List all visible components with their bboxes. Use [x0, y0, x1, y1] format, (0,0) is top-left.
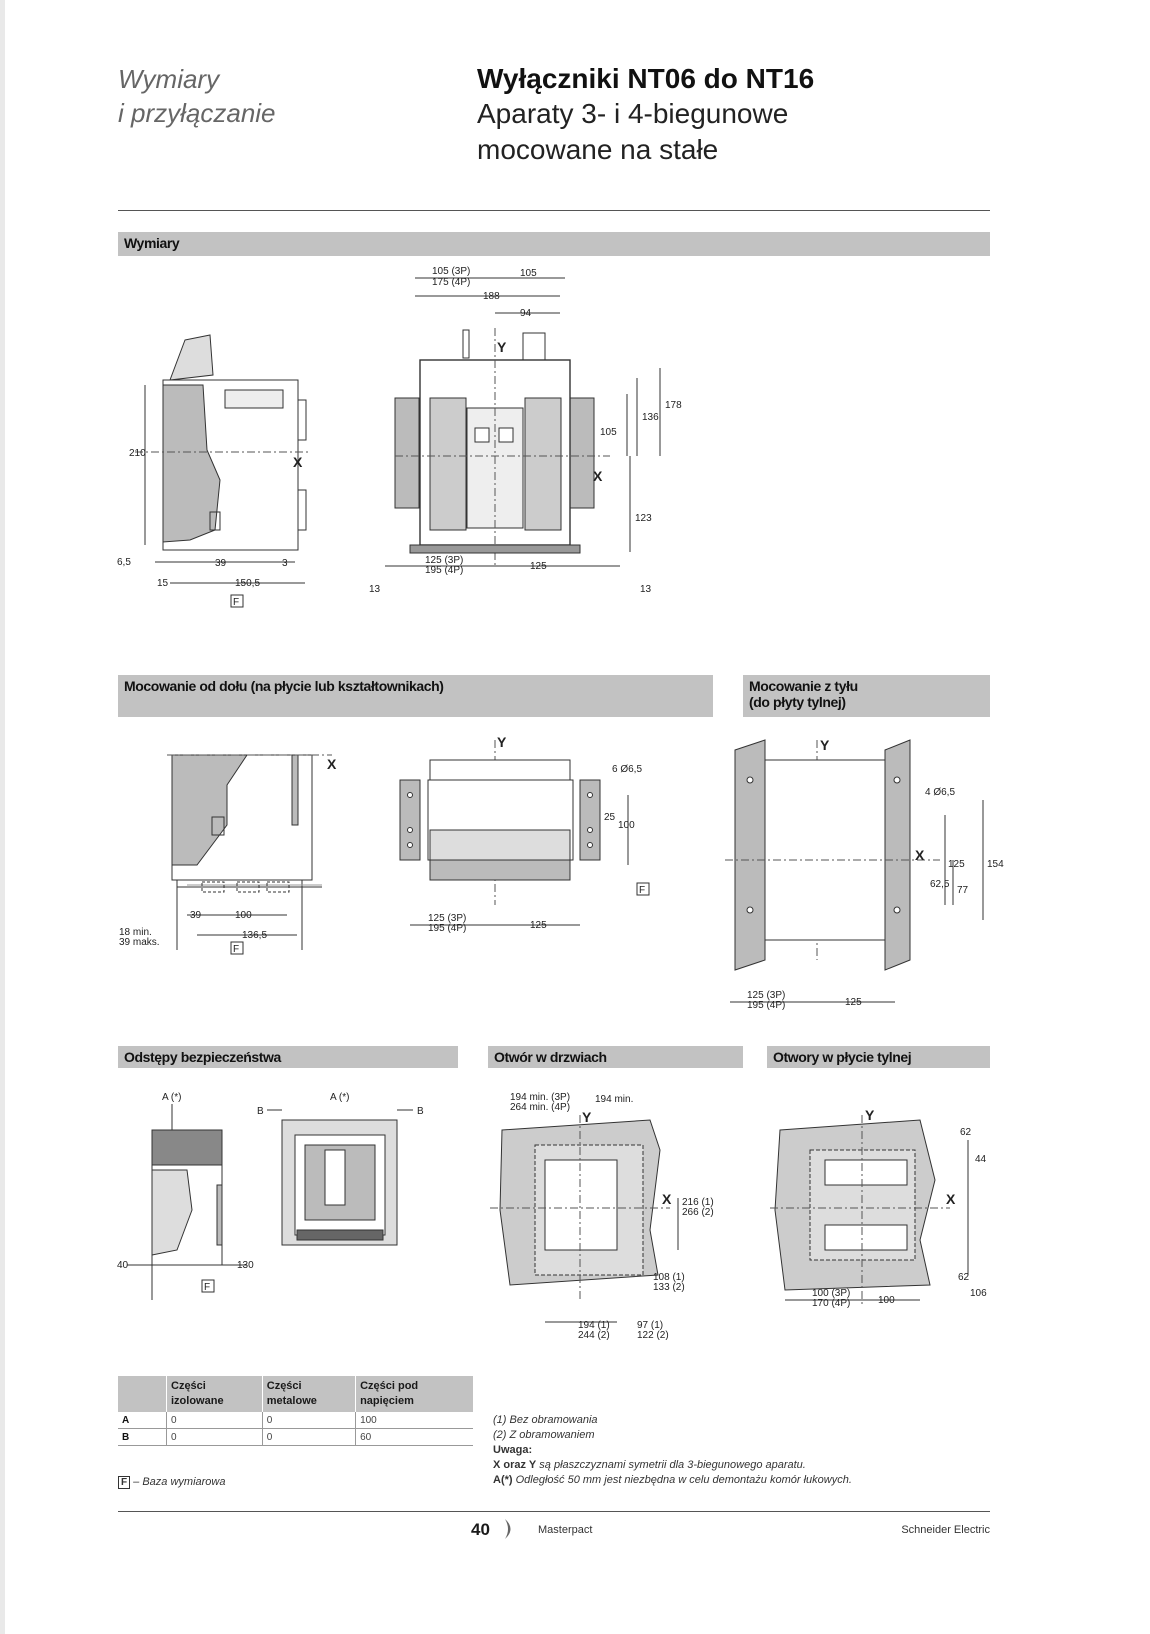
rear-dim-195-4p: 195 (4P)	[747, 1000, 786, 1011]
safety-b-right: B	[417, 1106, 424, 1117]
bottom-front-dim-125-3p: 125 (3P)	[428, 913, 467, 924]
rear-dim-154: 154	[987, 859, 1004, 870]
base-legend	[118, 1476, 226, 1489]
section-bar-safety-label: Odstępy bezpieczeństwa	[124, 1049, 281, 1065]
front-axis-y: Y	[497, 339, 507, 355]
safety-b-left: B	[257, 1106, 264, 1117]
clearance-table-header-metal: Części metalowe	[262, 1376, 355, 1412]
table-cell: 0	[262, 1412, 355, 1429]
clearance-table-header	[118, 1376, 473, 1412]
side-dim-150-5: 150,5	[235, 578, 261, 589]
rearholes-axis-x: X	[946, 1191, 956, 1207]
front-dim-123: 123	[635, 513, 652, 524]
front-dim-125: 125	[530, 561, 547, 572]
bottom-front-hole-label: 6 Ø6,5	[612, 764, 643, 775]
front-dim-136: 136	[642, 412, 659, 423]
rear-dim-125-b: 125	[845, 997, 862, 1008]
side-base-marker: F	[233, 597, 240, 608]
bottom-side-dim-18-min: 18 min.	[119, 927, 152, 938]
clearance-table-header-key	[118, 1376, 167, 1412]
front-dim-94: 94	[520, 308, 532, 319]
rear-mount-drawing	[725, 730, 1025, 1010]
rear-dim-77: 77	[957, 885, 969, 896]
side-dim-3: 3	[282, 558, 288, 569]
note-a-text: Odległość 50 mm jest niezbędna w celu demontażu komór łukowych.	[512, 1474, 852, 1486]
note-2: (2) Z obramowaniem	[493, 1429, 595, 1441]
section-bar-rear-holes-label: Otwory w płycie tylnej	[773, 1049, 912, 1065]
door-dim-244-2: 244 (2)	[578, 1330, 610, 1341]
page-subtitle-line2: mocowane na stałe	[477, 134, 719, 165]
side-dim-39: 39	[215, 558, 227, 569]
side-axis-x: X	[293, 454, 303, 470]
safety-a-left: A (*)	[162, 1092, 182, 1103]
door-dim-108-1: 108 (1)	[653, 1272, 685, 1283]
front-dim-188: 188	[483, 291, 500, 302]
bottom-mount-front-drawing	[400, 735, 700, 935]
section-bar-door-cutout-label: Otwór w drzwiach	[494, 1049, 607, 1065]
footer-divider	[118, 1511, 990, 1512]
door-dim-266-2: 266 (2)	[682, 1207, 714, 1218]
section-title-line2: i przyłączanie	[118, 98, 276, 128]
side-dim-15: 15	[157, 578, 169, 589]
bottom-front-dim-195-4p: 195 (4P)	[428, 923, 467, 934]
door-dim-194-3p: 194 min. (3P)	[510, 1092, 571, 1103]
base-legend-symbol: F	[118, 1476, 130, 1489]
front-dim-105-v: 105	[600, 427, 617, 438]
section-bar-door-cutout	[488, 1046, 743, 1068]
table-cell: 0	[167, 1429, 263, 1446]
door-cutout-drawing	[490, 1090, 750, 1350]
section-bar-rear-mount-line1: Mocowanie z tyłu	[749, 678, 858, 694]
bottom-side-dim-39-max: 39 maks.	[119, 937, 160, 948]
notes-block	[493, 1413, 993, 1488]
door-axis-y: Y	[582, 1109, 592, 1125]
table-cell: 100	[356, 1412, 473, 1429]
side-dim-210: 210	[129, 448, 146, 459]
table-cell: 60	[356, 1429, 473, 1446]
bottom-side-axis-x: X	[327, 756, 337, 772]
rearholes-dim-100: 100	[878, 1295, 895, 1306]
safety-dim-130: 130	[237, 1260, 254, 1271]
rearholes-dim-62-bottom: 62	[958, 1272, 970, 1283]
bottom-front-dim-100: 100	[618, 820, 635, 831]
clearance-table-header-insulated: Części izolowane	[167, 1376, 263, 1412]
front-view-drawing	[365, 268, 685, 608]
front-dim-195-4p: 195 (4P)	[425, 565, 464, 576]
bottom-side-dim-39: 39	[190, 910, 202, 921]
clearance-table-header-live: Części pod napięciem	[356, 1376, 473, 1412]
base-legend-text: – Baza wymiarowa	[133, 1476, 226, 1488]
safety-base-marker: F	[204, 1282, 211, 1293]
bottom-front-dim-125: 125	[530, 920, 547, 931]
footer-brand: Schneider Electric	[901, 1524, 990, 1536]
door-dim-97-1: 97 (1)	[637, 1320, 664, 1331]
rearholes-dim-44: 44	[975, 1154, 987, 1165]
bottom-mount-side-drawing	[117, 745, 357, 955]
page-number: 40	[471, 1520, 490, 1539]
rear-plate-holes-drawing	[770, 1100, 1010, 1320]
rear-axis-x: X	[915, 847, 925, 863]
rear-axis-y: Y	[820, 737, 830, 753]
door-dim-122-2: 122 (2)	[637, 1330, 669, 1341]
front-dim-175-4p: 175 (4P)	[432, 277, 471, 288]
section-bar-dimensions-label: Wymiary	[124, 235, 180, 251]
front-dim-105: 105	[520, 268, 537, 279]
bottom-side-dim-136-5: 136,5	[242, 930, 268, 941]
footer-product: Masterpact	[538, 1524, 593, 1536]
section-bar-bottom-mount-label: Mocowanie od dołu (na płycie lub kształtownikach)	[124, 678, 444, 694]
bottom-front-base-marker: F	[639, 885, 646, 896]
note-1: (1) Bez obramowania	[493, 1414, 598, 1426]
door-dim-264-4p: 264 min. (4P)	[510, 1102, 571, 1113]
table-row	[118, 1412, 473, 1429]
safety-a-right: A (*)	[330, 1092, 350, 1103]
page-heading	[477, 62, 814, 168]
door-dim-194-1: 194 (1)	[578, 1320, 610, 1331]
rearholes-dim-170-4p: 170 (4P)	[812, 1298, 851, 1309]
clearance-table	[118, 1376, 473, 1446]
page-subtitle-line1: Aparaty 3- i 4-biegunowe	[477, 98, 789, 129]
note-xy-text: są płaszczyznami symetrii dla 3-biegunowego aparatu.	[536, 1459, 806, 1471]
rearholes-dim-62-top: 62	[960, 1127, 972, 1138]
table-row-key: A	[118, 1412, 167, 1429]
section-bar-safety	[118, 1046, 458, 1068]
note-a	[493, 1473, 993, 1488]
front-dim-105-3p: 105 (3P)	[432, 266, 471, 277]
safety-dim-40: 40	[117, 1260, 129, 1271]
front-dim-13-right: 13	[640, 584, 652, 595]
rearholes-dim-106: 106	[970, 1288, 987, 1299]
side-dim-6-5: 6,5	[117, 557, 131, 568]
page-arrow-icon	[502, 1517, 518, 1541]
section-bar-rear-mount-line2: (do płyty tylnej)	[749, 694, 846, 710]
table-row-key: B	[118, 1429, 167, 1446]
note-a-bold: A(*)	[493, 1474, 513, 1486]
section-title	[118, 62, 276, 130]
door-dim-216-1: 216 (1)	[682, 1197, 714, 1208]
rear-dim-125: 125	[948, 859, 965, 870]
front-dim-125-3p: 125 (3P)	[425, 555, 464, 566]
note-heading: Uwaga:	[493, 1444, 533, 1456]
header-divider	[118, 210, 990, 211]
door-dim-133-2: 133 (2)	[653, 1282, 685, 1293]
rearholes-dim-100-3p: 100 (3P)	[812, 1288, 851, 1299]
document-page	[5, 0, 1150, 1634]
bottom-side-base-marker: F	[233, 944, 240, 955]
table-cell: 0	[262, 1429, 355, 1446]
page-title: Wyłączniki NT06 do NT16	[477, 63, 815, 94]
section-bar-bottom-mount	[118, 675, 713, 717]
note-xy-bold: X oraz Y	[493, 1459, 537, 1471]
section-bar-rear-holes	[767, 1046, 990, 1068]
door-dim-194-min: 194 min.	[595, 1094, 634, 1105]
rear-dim-62-5: 62,5	[930, 879, 950, 890]
front-dim-13-left: 13	[369, 584, 381, 595]
section-title-line1: Wymiary	[118, 64, 220, 94]
rear-hole-label: 4 Ø6,5	[925, 787, 956, 798]
door-axis-x: X	[662, 1191, 672, 1207]
safety-distances-drawing	[117, 1090, 457, 1300]
bottom-front-axis-y: Y	[497, 734, 507, 750]
table-cell: 0	[167, 1412, 263, 1429]
section-bar-dimensions	[118, 232, 990, 256]
front-dim-178: 178	[665, 400, 682, 411]
side-view-drawing	[115, 330, 315, 630]
rear-dim-125-3p: 125 (3P)	[747, 990, 786, 1001]
bottom-front-dim-25: 25	[604, 812, 616, 823]
note-xy	[493, 1458, 993, 1473]
front-axis-x: X	[593, 468, 603, 484]
bottom-side-dim-100: 100	[235, 910, 252, 921]
rearholes-axis-y: Y	[865, 1107, 875, 1123]
table-row	[118, 1429, 473, 1446]
section-bar-rear-mount	[743, 675, 990, 717]
